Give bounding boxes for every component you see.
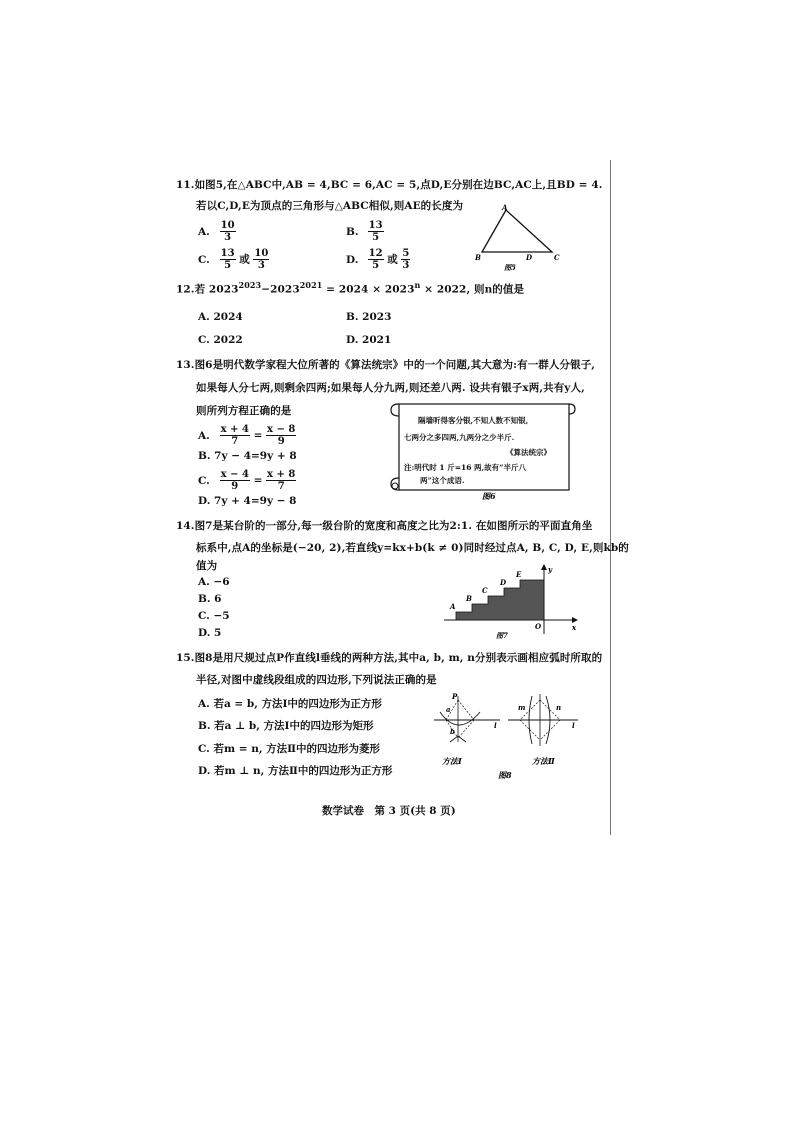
numerator: x − 4 <box>220 469 249 480</box>
numerator: 13 <box>220 248 235 259</box>
q13-option-c[interactable] <box>198 469 296 492</box>
q12-option-d[interactable]: D. 2021 <box>346 334 392 346</box>
denominator: 5 <box>372 232 380 243</box>
scroll-line3: 《算法统宗》 <box>506 448 551 457</box>
q12-stem-part: × 2022, 则n的值是 <box>420 283 525 296</box>
equals-sign: = <box>253 474 263 487</box>
fig5-label-d: D <box>526 253 533 262</box>
exponent: 2023 <box>238 280 262 290</box>
q15-option-b[interactable]: B. 若a ⊥ b, 方法Ⅰ中的四边形为矩形 <box>198 720 374 732</box>
denominator: 7 <box>231 436 239 447</box>
q11-stem-line2: 若以C,D,E为顶点的三角形与△ABC相似,则AE的长度为 <box>196 200 464 212</box>
or-word: 或 <box>387 253 398 266</box>
q12-option-b[interactable]: B. 2023 <box>346 311 392 323</box>
q13-option-a[interactable] <box>198 424 296 447</box>
numerator: 13 <box>368 220 383 231</box>
q13-stem-line2: 如果每人分七两,则剩余四两;如果每人分九两,则还差八两. 设共有银子x两,共有y人, <box>196 382 585 394</box>
q11-option-c[interactable] <box>198 248 269 271</box>
q12-stem-part: 12.若 2023 <box>176 283 239 296</box>
fig7-label-x: x <box>572 623 577 632</box>
exponent: n <box>414 280 421 290</box>
q12-stem <box>176 280 524 297</box>
option-letter: A. <box>198 429 210 442</box>
scroll-line4: 注:明代时 1 斤=16 两,故有“半斤八 <box>404 463 526 472</box>
figure-8-constructions <box>432 690 582 782</box>
fig7-label-y: y <box>548 565 553 574</box>
fig8-caption: 图8 <box>498 770 512 780</box>
q14-stem-line3: 值为 <box>196 560 218 572</box>
option-letter: C. <box>198 253 210 266</box>
q12-option-a[interactable]: A. 2024 <box>198 311 243 323</box>
q15-option-d[interactable]: D. 若m ⊥ n, 方法Ⅱ中的四边形为正方形 <box>198 765 393 777</box>
q14-stem-line2: 标系中,点A的坐标是(−20, 2),若直线y=kx+b(k ≠ 0)同时经过点A, B, C, D, E,则kb的 <box>196 542 629 554</box>
figure-7-staircase <box>440 564 580 642</box>
option-letter: B. <box>346 225 359 238</box>
numerator: 12 <box>368 248 383 259</box>
q14-option-a[interactable]: A. −6 <box>198 576 230 588</box>
figure-5-triangle <box>470 202 570 274</box>
denominator: 3 <box>402 260 410 271</box>
q12-stem-part: = 2024 × 2023 <box>322 283 415 296</box>
fig6-caption: 图6 <box>482 491 496 500</box>
fig8-label-l2: l <box>572 721 575 730</box>
q11-option-b[interactable] <box>346 220 384 243</box>
fig5-label-c: C <box>554 253 560 262</box>
option-letter: A. <box>198 225 210 238</box>
equals-sign: = <box>253 429 263 442</box>
q13-stem-line1: 13.图6是明代数学家程大位所著的《算法统宗》中的一个问题,其大意为:有一群人分银子, <box>176 359 596 371</box>
numerator: x − 8 <box>267 424 296 435</box>
scroll-line5: 两”这个成语. <box>420 476 465 485</box>
fig8-label-p: P <box>452 692 458 701</box>
fig8-label-b: b <box>450 727 455 736</box>
fig5-caption: 图5 <box>504 263 516 272</box>
q14-option-c[interactable]: C. −5 <box>198 610 230 622</box>
numerator: 10 <box>254 248 269 259</box>
denominator: 5 <box>224 260 232 271</box>
numerator: 5 <box>402 248 410 259</box>
fig7-label-o: O <box>535 622 542 631</box>
fig7-label-a: A <box>450 602 456 611</box>
q15-option-a[interactable]: A. 若a = b, 方法Ⅰ中的四边形为正方形 <box>198 698 382 710</box>
scroll-line2: 七两分之多四两,九两分之少半斤. <box>404 433 515 442</box>
numerator: 10 <box>220 220 235 231</box>
option-letter: D. <box>346 253 359 266</box>
scroll-line1: 隔墙听得客分银,不知人数不知银, <box>418 416 529 425</box>
option-letter: C. <box>198 474 210 487</box>
q13-option-d[interactable]: D. 7y + 4=9y − 8 <box>198 495 297 507</box>
fig8-label-a: a <box>446 705 451 714</box>
q11-stem-line1: 11.如图5,在△ABC中,AB = 4,BC = 6,AC = 5,点D,E分别在边BC,AC上,且BD = 4. <box>176 179 603 191</box>
fig8-method2: 方法Ⅱ <box>532 756 555 766</box>
fig8-label-l1: l <box>494 721 497 730</box>
fig5-label-b: B <box>475 253 481 262</box>
fig7-caption: 图7 <box>496 631 508 640</box>
denominator: 9 <box>231 481 239 492</box>
fig7-label-c: C <box>482 586 488 595</box>
fig7-label-b: B <box>466 594 472 603</box>
fig8-label-m: m <box>518 703 526 712</box>
q13-option-b[interactable]: B. 7y − 4=9y + 8 <box>198 450 297 462</box>
q14-option-d[interactable]: D. 5 <box>198 627 222 639</box>
denominator: 3 <box>257 260 265 271</box>
q15-stem-line1: 15.图8是用尺规过点P作直线l垂线的两种方法,其中a, b, m, n分别表示画相应弧时所取的 <box>176 652 603 664</box>
fig8-label-n: n <box>556 703 562 712</box>
q11-option-d[interactable] <box>346 248 410 271</box>
exponent: 2021 <box>299 280 323 290</box>
numerator: x + 4 <box>220 424 249 435</box>
q13-stem-line3: 则所列方程正确的是 <box>196 405 292 417</box>
q15-stem-line2: 半径,对图中虚线段组成的四边形,下列说法正确的是 <box>196 674 437 686</box>
q12-stem-part: −2023 <box>261 283 300 296</box>
denominator: 7 <box>277 481 285 492</box>
q11-option-a[interactable] <box>198 220 236 243</box>
fig7-label-d: D <box>500 578 507 587</box>
page-footer: 数学试卷 第 3 页(共 8 页) <box>322 805 456 817</box>
q15-option-c[interactable]: C. 若m = n, 方法Ⅱ中的四边形为菱形 <box>198 743 380 755</box>
q14-stem-line1: 14.图7是某台阶的一部分,每一级台阶的宽度和高度之比为2:1. 在如图所示的平面直角坐 <box>176 520 593 532</box>
denominator: 9 <box>277 436 285 447</box>
numerator: x + 8 <box>267 469 296 480</box>
q12-option-c[interactable]: C. 2022 <box>198 334 243 346</box>
or-word: 或 <box>239 253 250 266</box>
denominator: 5 <box>372 260 380 271</box>
fig5-label-a: A <box>502 203 508 212</box>
fig7-label-e: E <box>516 570 522 579</box>
fig8-method1: 方法Ⅰ <box>442 756 462 766</box>
denominator: 3 <box>224 232 232 243</box>
q14-option-b[interactable]: B. 6 <box>198 593 222 605</box>
